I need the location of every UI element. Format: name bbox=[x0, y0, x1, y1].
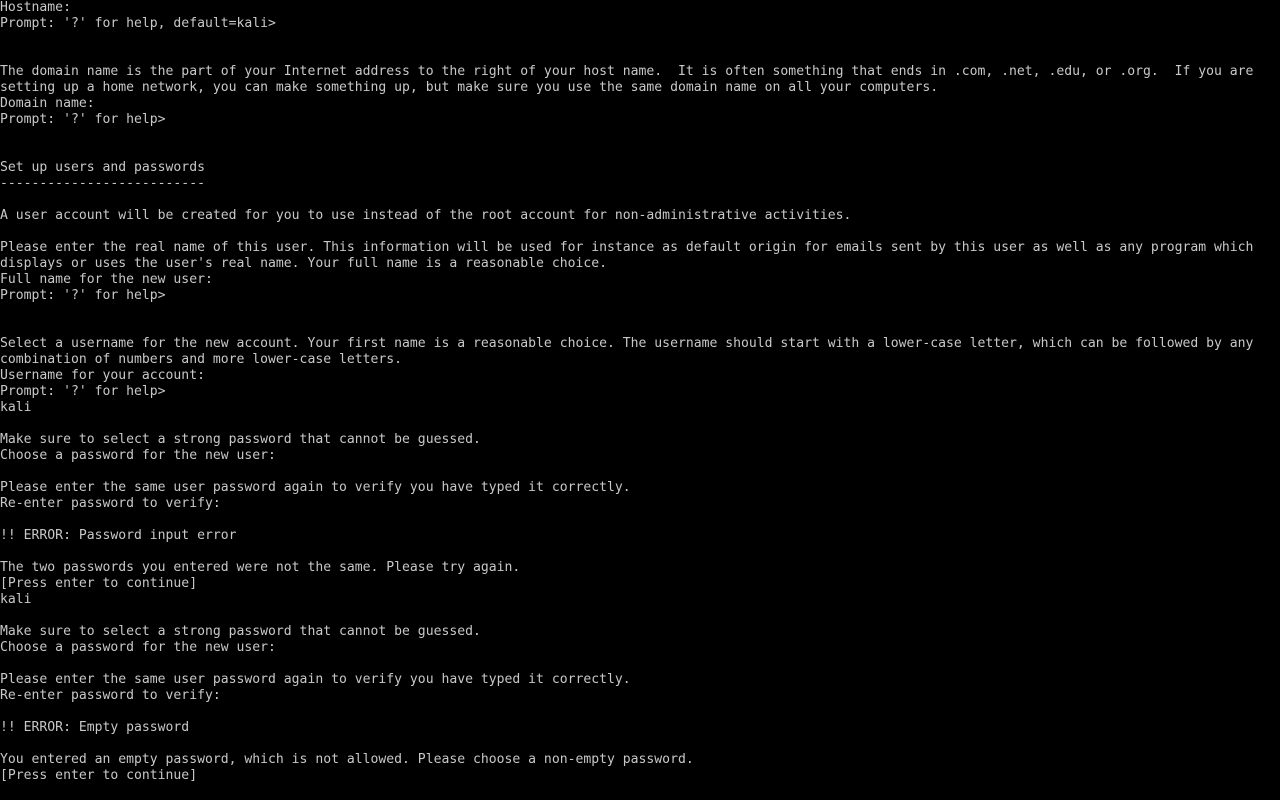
terminal-line: Please enter the same user password again to verify you have typed it correctly. bbox=[0, 672, 631, 687]
terminal-line: Make sure to select a strong password that cannot be guessed. bbox=[0, 432, 481, 447]
terminal-line: Prompt: '?' for help> bbox=[0, 384, 166, 399]
terminal-line bbox=[0, 736, 1280, 752]
terminal-line bbox=[0, 224, 1280, 240]
terminal-line: Select a username for the new account. Your first name is a reasonable choice. The username should start with a lower-case letter, which can be followed by any bbox=[0, 336, 1254, 351]
section-underline: -------------------------- bbox=[0, 176, 205, 191]
terminal-line: Prompt: '?' for help, default=kali> bbox=[0, 16, 276, 31]
terminal-line: The domain name is the part of your Internet address to the right of your host name. It is often something that ends in .com, .net, .edu, or .org. If you are bbox=[0, 64, 1254, 79]
section-heading: Set up users and passwords bbox=[0, 160, 205, 175]
typed-input: kali bbox=[0, 592, 32, 607]
terminal-line bbox=[0, 192, 1280, 208]
terminal-line: The two passwords you entered were not the same. Please try again. bbox=[0, 560, 521, 575]
terminal-line bbox=[0, 144, 1280, 160]
terminal-line: Username for your account: bbox=[0, 368, 205, 383]
terminal-line bbox=[0, 320, 1280, 336]
error-message: !! ERROR: Password input error bbox=[0, 528, 237, 543]
terminal-line: Domain name: bbox=[0, 96, 95, 111]
terminal-line: Re-enter password to verify: bbox=[0, 688, 221, 703]
terminal-line: Full name for the new user: bbox=[0, 272, 213, 287]
terminal-line: Re-enter password to verify: bbox=[0, 496, 221, 511]
terminal-line: combination of numbers and more lower-case letters. bbox=[0, 352, 403, 367]
terminal-line: A user account will be created for you to use instead of the root account for non-administrative activities. bbox=[0, 208, 852, 223]
terminal-line bbox=[0, 464, 1280, 480]
error-message: !! ERROR: Empty password bbox=[0, 720, 190, 735]
terminal-line: setting up a home network, you can make something up, but make sure you use the same domain name on all your computers. bbox=[0, 80, 939, 95]
terminal-line: displays or uses the user's real name. Your full name is a reasonable choice. bbox=[0, 256, 607, 271]
terminal-line bbox=[0, 608, 1280, 624]
terminal-line bbox=[0, 48, 1280, 64]
terminal-line: Make sure to select a strong password that cannot be guessed. bbox=[0, 624, 481, 639]
terminal-line bbox=[0, 416, 1280, 432]
terminal-line bbox=[0, 656, 1280, 672]
terminal-line: Choose a password for the new user: bbox=[0, 448, 276, 463]
terminal-line: Please enter the real name of this user. This information will be used for instance as default origin for emails sent by this user as well as any program which bbox=[0, 240, 1254, 255]
terminal-line bbox=[0, 704, 1280, 720]
terminal-line bbox=[0, 32, 1280, 48]
terminal-line: Choose a password for the new user: bbox=[0, 640, 276, 655]
continue-prompt: [Press enter to continue] bbox=[0, 576, 198, 591]
typed-username: kali bbox=[0, 400, 32, 415]
terminal-line bbox=[0, 304, 1280, 320]
continue-prompt[interactable]: [Press enter to continue] bbox=[0, 768, 198, 783]
terminal-line: Please enter the same user password again to verify you have typed it correctly. bbox=[0, 480, 631, 495]
terminal-line: Prompt: '?' for help> bbox=[0, 288, 166, 303]
terminal-line: Prompt: '?' for help> bbox=[0, 112, 166, 127]
terminal-line bbox=[0, 128, 1280, 144]
terminal-line: Hostname: bbox=[0, 0, 71, 15]
terminal-line: You entered an empty password, which is not allowed. Please choose a non-empty password. bbox=[0, 752, 694, 767]
terminal-line bbox=[0, 512, 1280, 528]
terminal-line bbox=[0, 544, 1280, 560]
